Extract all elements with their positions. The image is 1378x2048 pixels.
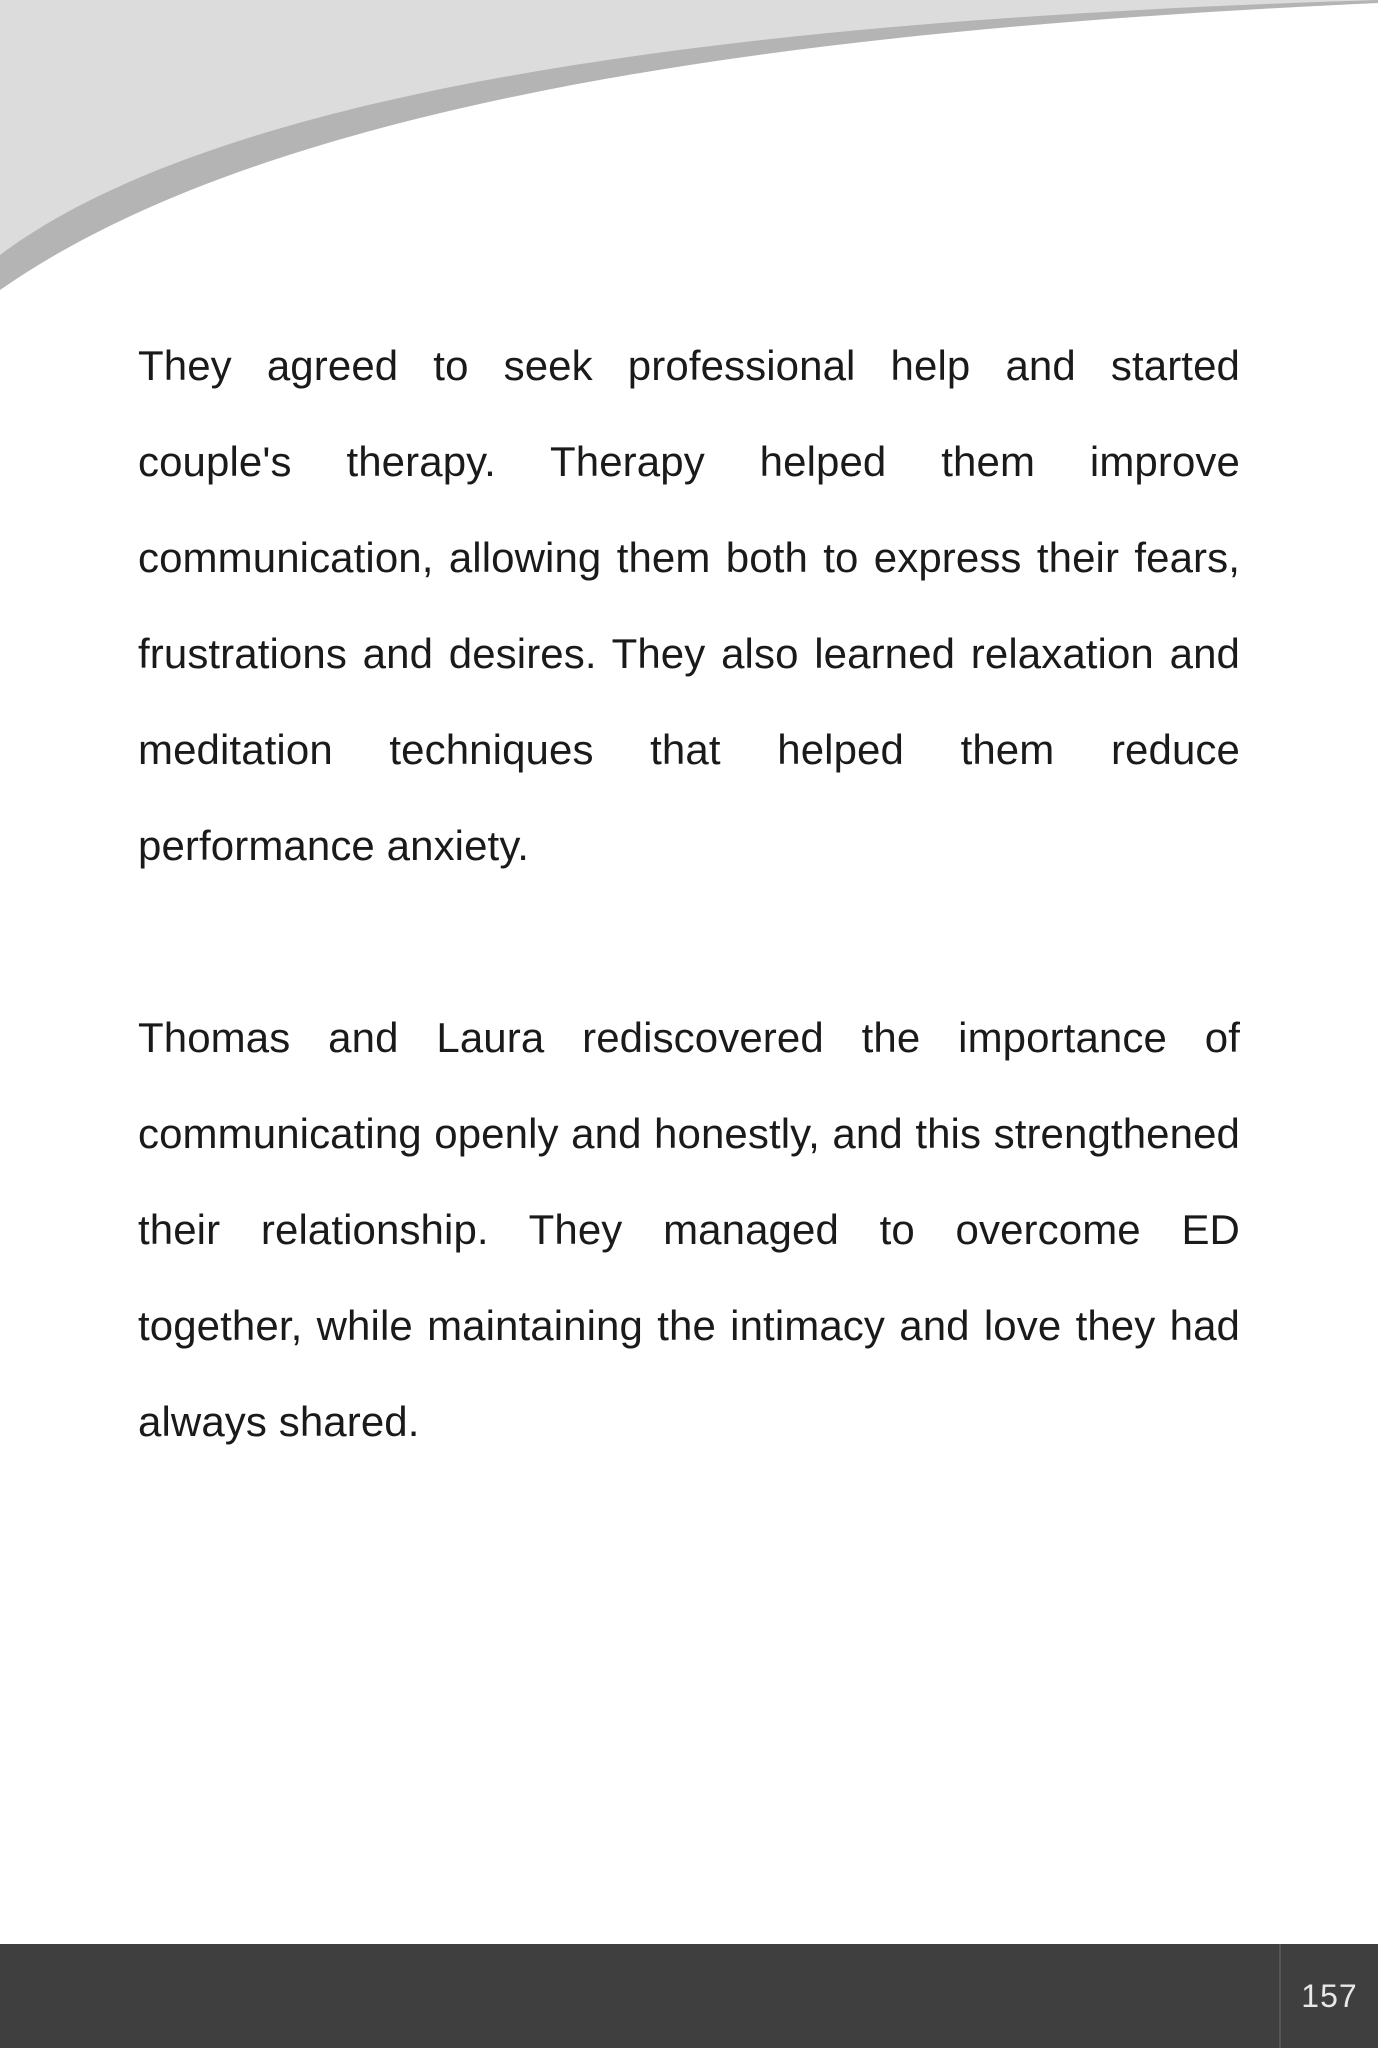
- paragraph-therapy: They agreed to seek professional help and started couple's therapy. Therapy helped them improve communication, allowing them both to express their fears, frustrations and desires. They also learned relaxation and meditation techniques that helped them reduce performance anxiety.: [138, 342, 1240, 869]
- footer-bar: [0, 1944, 1378, 2048]
- page-number-box: [1279, 1944, 1378, 2048]
- header-swoosh-decoration: [0, 0, 1378, 300]
- swoosh-fill: [0, 0, 1378, 255]
- page-body: [138, 318, 1240, 1470]
- page-number: 157: [1301, 1977, 1358, 2014]
- paragraph-rediscovery: Thomas and Laura rediscovered the importance of communicating openly and honestly, and this strengthened their relationship. They managed to overcome ED together, while maintaining the intimacy and love they had always shared.: [138, 1014, 1240, 1445]
